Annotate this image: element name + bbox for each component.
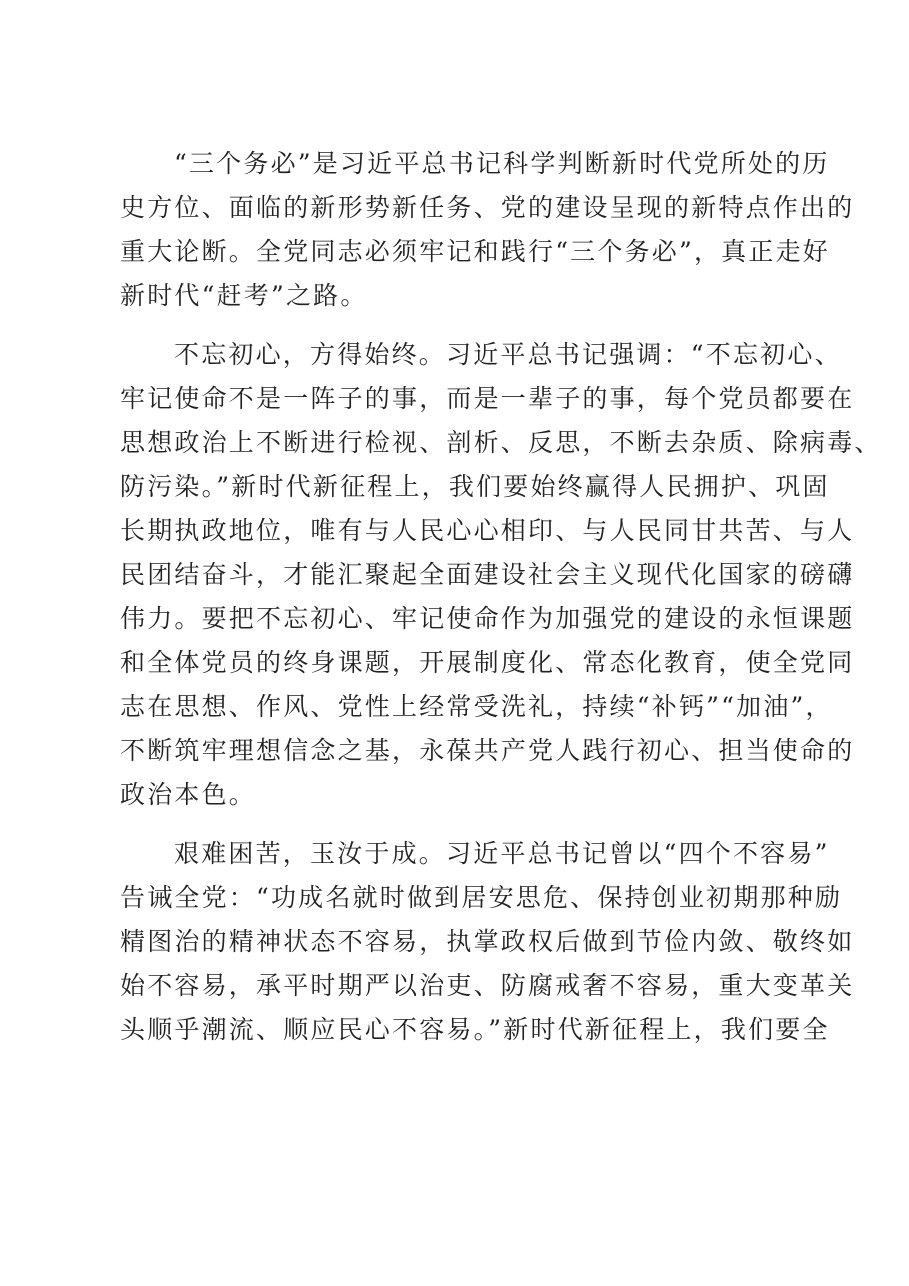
text-line: 新时代“赶考”之路。 — [120, 281, 368, 310]
text-line: 艰难困苦，玉汝于成。习近平总书记曾以“四个不容易” — [174, 839, 830, 868]
text-line: 牢记使命不是一阵子的事，而是一辈子的事，每个党员都要在 — [120, 384, 855, 413]
text-line: 和全体党员的终身课题，开展制度化、常态化教育，使全党同 — [120, 648, 855, 677]
text-line: 告诫全党：“功成名就时做到居安思危、保持创业初期那种励 — [120, 883, 843, 912]
paragraph — [120, 832, 855, 1052]
paragraph — [120, 333, 882, 817]
text-line: 思想政治上不断进行检视、剖析、反思，不断去杂质、除病毒、 — [120, 428, 882, 457]
text-line: 防污染。”新时代新征程上，我们要始终赢得人民拥护、巩固 — [120, 472, 830, 501]
text-line: “三个务必”是习近平总书记科学判断新时代党所处的历 — [174, 149, 830, 178]
text-line: 头顺乎潮流、顺应民心不容易。”新时代新征程上，我们要全 — [120, 1015, 830, 1044]
document-body — [120, 142, 882, 1052]
text-line: 伟力。要把不忘初心、牢记使命作为加强党的建设的永恒课题 — [120, 604, 855, 633]
text-line: 志在思想、作风、党性上经常受洗礼，持续“补钙”“加油”， — [120, 692, 833, 721]
text-line: 史方位、面临的新形势新任务、党的建设呈现的新特点作出的 — [120, 193, 855, 222]
text-line: 长期执政地位，唯有与人民心心相印、与人民同甘共苦、与人 — [120, 516, 855, 545]
text-line: 精图治的精神状态不容易，执掌政权后做到节俭内敛、敬终如 — [120, 927, 855, 956]
text-line: 不忘初心，方得始终。习近平总书记强调：“不忘初心、 — [174, 340, 842, 369]
text-line: 不断筑牢理想信念之基，永葆共产党人践行初心、担当使命的 — [120, 736, 855, 765]
text-line: 始不容易，承平时期严以治吏、防腐戒奢不容易，重大变革关 — [120, 971, 855, 1000]
text-line: 民团结奋斗，才能汇聚起全面建设社会主义现代化国家的磅礴 — [120, 560, 855, 589]
paragraph — [120, 142, 855, 318]
text-line: 重大论断。全党同志必须牢记和践行“三个务必”，真正走好 — [120, 237, 830, 266]
text-line: 政治本色。 — [120, 780, 257, 809]
